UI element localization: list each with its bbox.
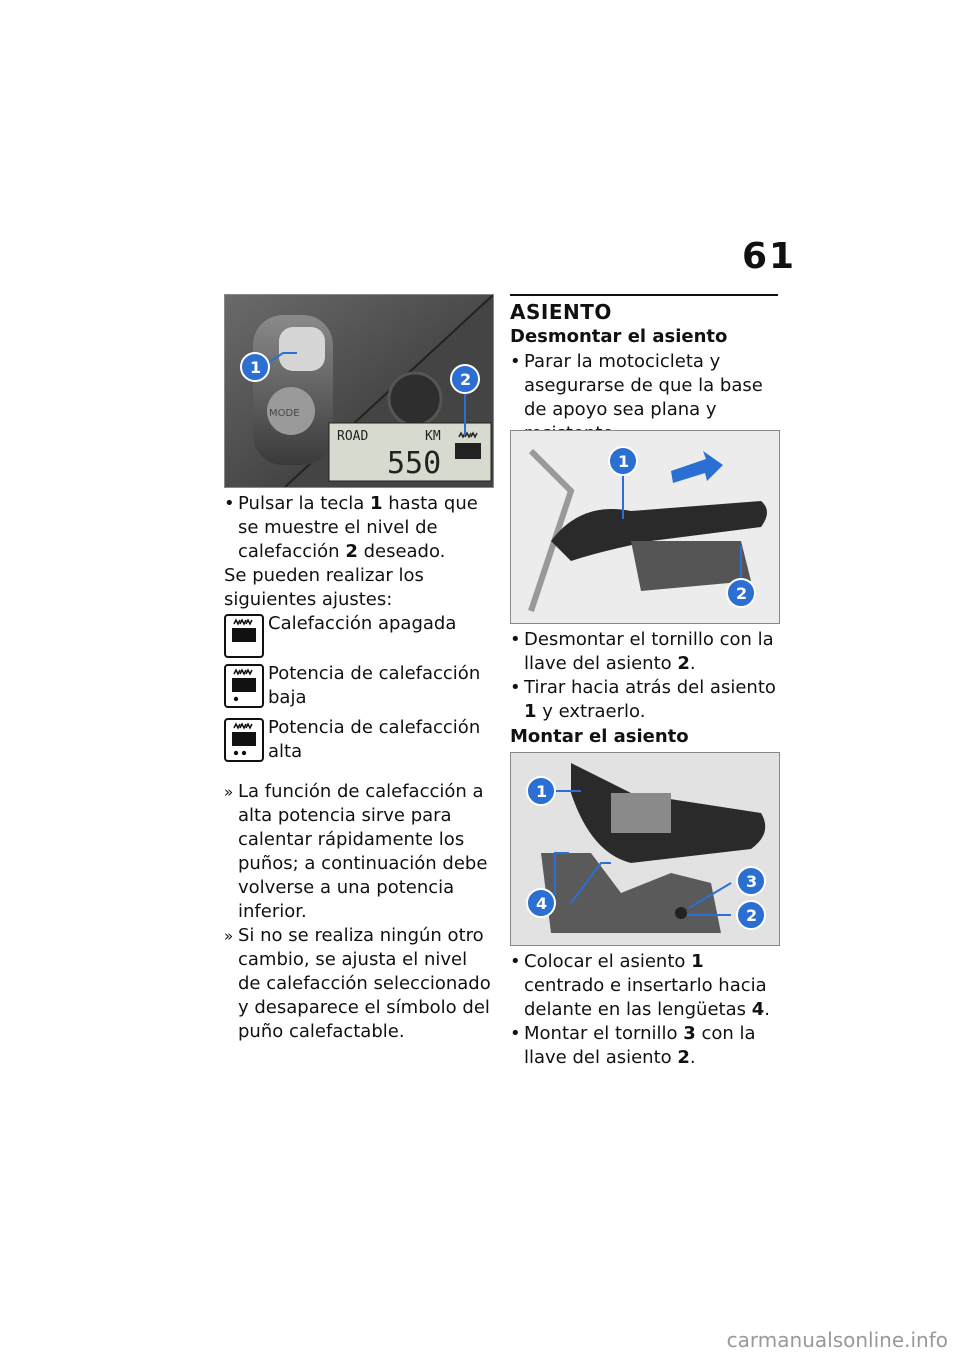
callout-1 <box>241 353 269 381</box>
page-number: 61 <box>742 236 797 277</box>
svg-text:2: 2 <box>736 584 748 603</box>
seat-mounting-figure <box>510 752 780 946</box>
heated-grip-button-figure <box>224 294 494 488</box>
callout-2 <box>737 901 765 929</box>
callout-4 <box>527 889 555 917</box>
mode-button-label: MODE <box>269 408 300 419</box>
callout-1 <box>609 447 637 475</box>
svg-text:2: 2 <box>746 906 758 925</box>
subheading-remove: Desmontar el asiento <box>510 326 728 347</box>
setting-high: Potencia de calefacción alta <box>224 716 492 774</box>
section-title: ASIENTO <box>510 300 612 324</box>
svg-text:1: 1 <box>250 358 262 377</box>
svg-text:2: 2 <box>460 370 472 389</box>
display-road-text: ROAD <box>337 429 369 444</box>
callout-2 <box>727 579 755 607</box>
svg-text:4: 4 <box>536 894 548 913</box>
heated-grip-low-icon <box>224 664 264 708</box>
callout-2 <box>451 365 479 393</box>
svg-text:3: 3 <box>746 872 758 891</box>
svg-text:1: 1 <box>536 782 548 801</box>
step-park: • Parar la motocicleta y asegurarse de que la base de apoyo sea plana y <box>510 350 778 446</box>
heated-grip-off-icon <box>224 614 264 658</box>
display-km-text: KM <box>425 429 441 444</box>
setting-low: Potencia de calefacción baja <box>224 662 492 716</box>
step-remove-screw: • Desmontar el tornillo con la llave del asiento 2. <box>510 628 778 676</box>
callout-3 <box>737 867 765 895</box>
setting-off: Calefacción apagada <box>224 612 492 662</box>
step-mount-screw: • Montar el tornillo 3 con la llave del asiento 2. <box>510 1022 778 1070</box>
settings-intro: Se pueden realizar los siguientes ajustes: <box>224 565 424 610</box>
step-place-seat: • Colocar el asiento 1 centrado e insertarlo hacia delante en las lengüetas 4. <box>510 950 778 1022</box>
step-press-button: • Pulsar la tecla 1 hasta que se muestre el nivel de calefacción 2 deseado. <box>224 492 492 564</box>
svg-text:1: 1 <box>618 452 630 471</box>
step-pull-seat: • Tirar hacia atrás del asiento 1 y extraerlo. <box>510 676 778 724</box>
note-no-change: » Si no se realiza ningún otro cambio, se ajusta el nivel de calefacción seleccionado y desaparece el símbolo del puño calefactable. <box>224 924 492 1044</box>
section-rule <box>510 294 778 296</box>
seat-removal-figure <box>510 430 780 624</box>
callout-1 <box>527 777 555 805</box>
subheading-mount: Montar el asiento <box>510 726 689 747</box>
watermark: carmanualsonline.info <box>726 1328 948 1352</box>
heated-grip-high-icon <box>224 718 264 762</box>
note-high-power: » La función de calefacción a alta potencia sirve para calentar rápidamente los puños; a continuación debe volverse a una potencia inferior. <box>224 780 492 924</box>
display-number-text: 550 <box>387 446 442 481</box>
